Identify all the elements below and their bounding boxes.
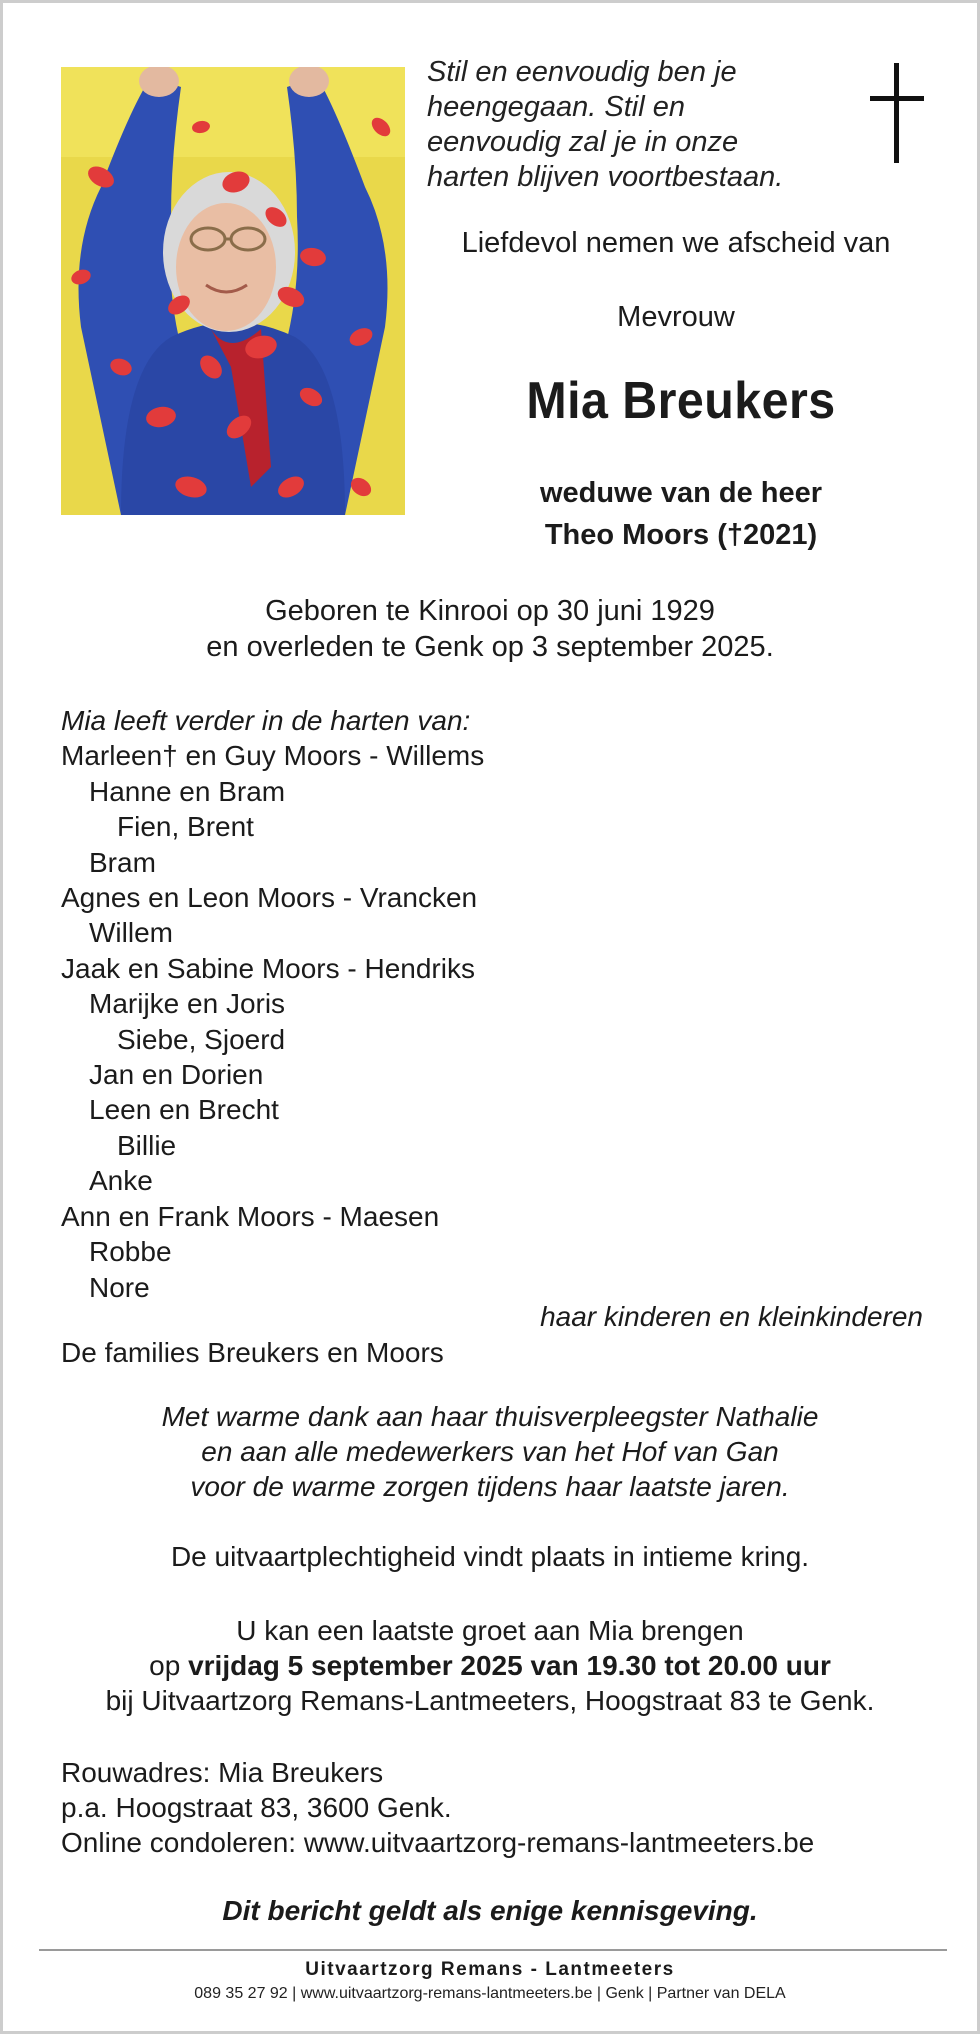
notice-text: Dit bericht geldt als enige kennisgeving. <box>222 1895 758 1926</box>
poem-line: heengegaan. Stil en <box>427 91 685 123</box>
poem-line: Stil en eenvoudig ben je <box>427 56 737 88</box>
survivor-entry: Ann en Frank Moors - Maesen <box>61 1200 440 1232</box>
survivor-entry: Marleen† en Guy Moors - Willems <box>61 740 485 772</box>
footer-divider <box>39 1949 947 1951</box>
survivor-entry: Anke <box>89 1165 153 1197</box>
online-condolence-line: Online condoleren: www.uitvaartzorg-remans-lantmeeters.be <box>61 1827 815 1858</box>
death-line: en overleden te Genk op 3 september 2025. <box>206 631 774 663</box>
address-line: p.a. Hoogstraat 83, 3600 Genk. <box>61 1792 452 1823</box>
survivor-entry: Leen en Brecht <box>89 1094 279 1126</box>
survivor-entry: Agnes en Leon Moors - Vrancken <box>61 882 478 914</box>
footer-title: Uitvaartzorg Remans - Lantmeeters <box>305 1959 675 1980</box>
survivor-entry: Fien, Brent <box>117 811 254 843</box>
thanks-line: voor de warme zorgen tijdens haar laatste jaren. <box>190 1471 790 1502</box>
thanks-text <box>3 1399 977 1504</box>
survivor-entry: Billie <box>117 1129 177 1161</box>
children-caption: haar kinderen en kleinkinderen <box>540 1301 923 1332</box>
latin-cross-icon <box>867 63 927 163</box>
footer-details: 089 35 27 92 | www.uitvaartzorg-remans-lantmeeters.be | Genk | Partner van DELA <box>194 1985 786 2002</box>
birth-line: Geboren te Kinrooi op 30 juni 1929 <box>265 595 715 627</box>
visit-date: vrijdag 5 september 2025 van 19.30 tot 20.00 uur <box>188 1650 831 1681</box>
portrait-photo <box>61 67 405 515</box>
poem <box>427 55 877 195</box>
address-block <box>61 1755 961 1860</box>
survivor-entry: Marijke en Joris <box>89 988 286 1020</box>
widow-line-1: weduwe van de heer <box>539 477 823 509</box>
visit-prefix: op <box>149 1650 189 1681</box>
survivor-entry: Siebe, Sjoerd <box>117 1023 286 1055</box>
poem-line: harten blijven voortbestaan. <box>427 161 784 193</box>
ceremony-text: De uitvaartplechtigheid vindt plaats in intieme kring. <box>170 1541 810 1572</box>
visit-text <box>3 1613 977 1718</box>
poem-line: eenvoudig zal je in onze <box>427 126 739 158</box>
deceased-name: Mia Breukers <box>526 372 836 430</box>
visit-line-1: U kan een laatste groet aan Mia brengen <box>236 1615 744 1646</box>
widow-line-2: Theo Moors (†2021) <box>544 519 818 551</box>
thanks-line: Met warme dank aan haar thuisverpleegster Nathalie <box>161 1401 819 1432</box>
survivors-intro: Mia leeft verder in de harten van: <box>61 705 471 736</box>
survivor-entry: Willem <box>89 917 173 949</box>
survivor-entry: Jan en Dorien <box>89 1059 264 1091</box>
address-line: Rouwadres: Mia Breukers <box>61 1757 384 1788</box>
survivor-entry: Hanne en Bram <box>89 775 286 807</box>
survivor-entry: Jaak en Sabine Moors - Hendriks <box>61 952 475 984</box>
families-line: De families Breukers en Moors <box>61 1337 444 1368</box>
survivors-list <box>61 703 941 1305</box>
visit-line-3: bij Uitvaartzorg Remans-Lantmeeters, Hoogstraat 83 te Genk. <box>105 1685 875 1716</box>
survivor-entry: Robbe <box>89 1236 172 1268</box>
survivor-entry: Bram <box>89 846 156 878</box>
survivor-entry: Nore <box>89 1271 150 1303</box>
salutation: Mevrouw <box>617 301 735 333</box>
visit-line-2 <box>3 1648 977 1683</box>
intro-text: Liefdevol nemen we afscheid van <box>461 227 891 259</box>
thanks-line: en aan alle medewerkers van het Hof van Gan <box>201 1436 779 1467</box>
